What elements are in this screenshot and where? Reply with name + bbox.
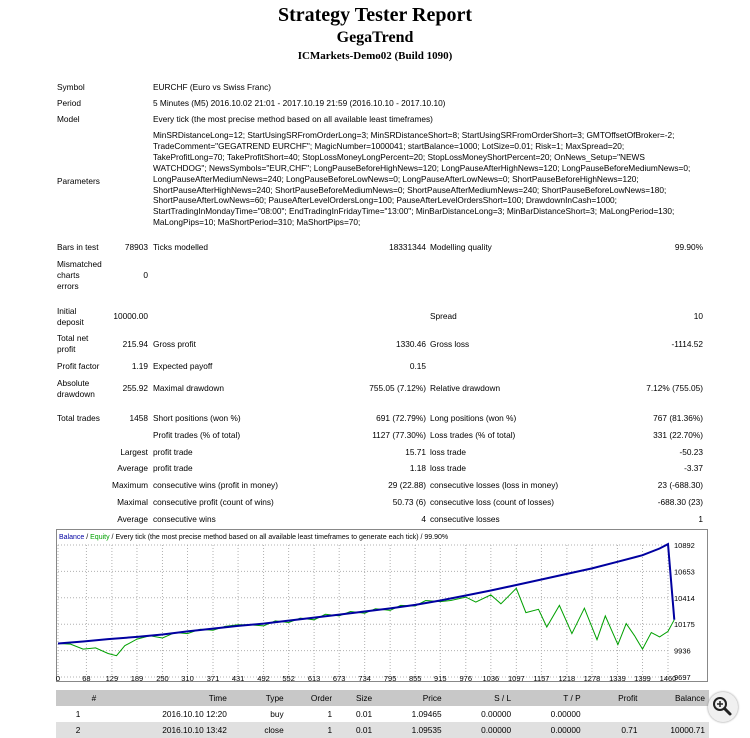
maxdd-label: Maximal drawdown <box>153 383 225 393</box>
average-loss-label: loss trade <box>430 463 466 473</box>
grossloss-label: Gross loss <box>430 339 470 349</box>
payoff-label: Expected payoff <box>153 361 213 371</box>
mismatch-value: 0 <box>143 270 148 280</box>
bars-label: Bars in test <box>57 242 99 252</box>
table-cell: 0.00000 <box>446 722 516 738</box>
legend-equity: Equity <box>90 534 110 541</box>
table-cell: 0.00000 <box>515 722 585 738</box>
x-tick-label: 1278 <box>583 674 601 682</box>
avg-consec-wins-value: 4 <box>421 514 426 524</box>
avg-consec-losses-label: consecutive losses <box>430 514 500 524</box>
x-tick-label: 1036 <box>482 674 500 682</box>
report-title: Strategy Tester Report <box>277 4 473 26</box>
average2-label: Average <box>117 514 148 524</box>
x-tick-label: 976 <box>459 674 473 682</box>
parameters-value: MinSRDistanceLong=12; StartUsingSRFromOrderLong=3; MinSRDistanceShort=8; StartUsingSRFromOrderShort=3; GMTOffsetOfBroker=-2; TradeComment="GEGATREND EURCHF"; MagicNumber=1000041; startBalance=1000; LotSize=0.01; Risk=1; MaxSpread=20; TakeProfitLong=70; TakeProfitShort=40; StopLossMoneyLongPercent=20; StopLossMoneyShortPercent=20; OnNews_Setup="NEWS WATCHDOG"; NewsSymbols="EUR,CHF"; LongPauseBeforeHighNews=120; LongPauseAfterHighNews=120; LongPauseBeforeMediumNews=0; LongPauseAfterMediumNews=240; LongPauseBeforeLowNews=0; LongPauseAfterLowNews=0; ShortPauseBeforeHighNews=120; ShortPauseAfterHighNews=240; ShortPauseBeforeMediumNews=0; ShortPauseAfterMediumNews=240; ShortPauseBeforeLowNews=180; ShortPauseAfterLowNews=60; PauseAfterLevelOrdersLong=100; PauseAfterLevelOrdersShort=100; DrawdownInCash=1000; StartTradingInMondayTime="08:00"; EndTradingInFridayTime="13:00"; MinBarDistanceLong=3; MinBarDistanceShort=3; MaLongPeriod=130; MaLongPips=10; MaShortPeriod=310; MaShortPips=70; <box>153 130 691 228</box>
average-label: Average <box>117 463 148 473</box>
y-tick-label: 10892 <box>674 541 695 550</box>
largest-loss-value: -50.23 <box>679 447 703 457</box>
x-tick-label: 431 <box>231 674 245 682</box>
parameters-label: Parameters <box>57 176 100 186</box>
maximal-loss-value: -688.30 (23) <box>657 497 703 507</box>
table-cell: 0.01 <box>336 722 376 738</box>
model-value: Every tick (the most precise method based on all available least timeframes) <box>153 114 433 124</box>
period-value: 5 Minutes (M5) 2016.10.02 21:01 - 2017.10.19 21:59 (2016.10.10 - 2017.10.10) <box>153 98 446 108</box>
grossloss-value: -1114.52 <box>671 339 703 349</box>
bars-value: 78903 <box>124 242 148 252</box>
short-value: 691 (72.79%) <box>376 413 426 423</box>
losstrades-value: 331 (22.70%) <box>653 430 703 440</box>
trades-label: Total trades <box>57 413 100 423</box>
table-cell <box>642 706 710 722</box>
average-loss-value: -3.37 <box>684 463 703 473</box>
chart-legend <box>59 534 448 541</box>
y-tick-label: 9936 <box>674 646 691 656</box>
absdd-label-2: drawdown <box>57 389 95 399</box>
x-tick-label: 795 <box>383 674 397 682</box>
max-consec-losses-value: 23 (-688.30) <box>657 480 703 490</box>
table-cell: 10000.71 <box>642 722 710 738</box>
quality-label: Modelling quality <box>430 242 492 252</box>
x-tick-label: 855 <box>408 674 422 682</box>
x-tick-label: 189 <box>130 674 144 682</box>
netprofit-label-2: profit <box>57 344 76 354</box>
table-cell: 1 <box>288 706 336 722</box>
largest-label: Largest <box>120 447 148 457</box>
x-tick-label: 1097 <box>507 674 525 682</box>
y-tick-label: 10653 <box>674 567 695 577</box>
x-tick-label: 1399 <box>634 674 651 682</box>
deposit-label-2: deposit <box>57 317 84 327</box>
table-header-cell: Type <box>231 690 288 706</box>
table-cell: close <box>231 722 288 738</box>
table-header-cell: Balance <box>642 690 710 706</box>
zoom-button[interactable] <box>708 692 738 722</box>
x-tick-label: 129 <box>105 674 119 682</box>
mismatch-label-1: Mismatched <box>57 259 102 269</box>
expert-name: GegaTrend <box>336 29 414 46</box>
deposit-label-1: Initial <box>57 306 77 316</box>
average-profit-label: profit trade <box>153 463 193 473</box>
spread-value: 10 <box>693 311 703 321</box>
period-label: Period <box>57 98 81 108</box>
reldd-label: Relative drawdown <box>430 383 501 393</box>
x-tick-label: 1339 <box>609 674 626 682</box>
x-tick-label: 68 <box>82 674 91 682</box>
table-cell: 0.71 <box>585 722 642 738</box>
deposit-value: 10000.00 <box>113 311 148 321</box>
long-value: 767 (81.36%) <box>653 413 703 423</box>
symbol-value: EURCHF (Euro vs Swiss Franc) <box>153 82 272 92</box>
table-header-cell: T / P <box>515 690 585 706</box>
zoom-in-icon <box>708 692 738 722</box>
average-profit-value: 1.18 <box>409 463 426 473</box>
netprofit-value: 215.94 <box>122 339 148 349</box>
table-cell <box>585 706 642 722</box>
model-label: Model <box>57 114 80 124</box>
ticks-label: Ticks modelled <box>153 242 209 252</box>
x-tick-label: 492 <box>257 674 270 682</box>
maximum-label: Maximum <box>112 480 148 490</box>
x-tick-label: 552 <box>282 674 295 682</box>
maxdd-value: 755.05 (7.12%) <box>369 383 426 393</box>
maximal-profit-label: consecutive profit (count of wins) <box>153 497 274 507</box>
legend-sep: / <box>84 534 91 541</box>
table-header-cell: Order <box>288 690 336 706</box>
mismatch-label-2: charts <box>57 270 80 280</box>
x-tick-label: 1157 <box>533 674 550 682</box>
largest-profit-value: 15.71 <box>405 447 426 457</box>
table-cell: 2 <box>56 722 100 738</box>
x-tick-label: 734 <box>358 674 371 682</box>
profitfactor-label: Profit factor <box>57 361 100 371</box>
table-row <box>56 706 709 722</box>
x-tick-label: 673 <box>332 674 346 682</box>
x-tick-label: 371 <box>206 674 220 682</box>
legend-balance: Balance <box>59 534 85 541</box>
mismatch-label-3: errors <box>57 281 79 291</box>
trades-table <box>56 690 709 738</box>
table-header-cell: Profit <box>585 690 642 706</box>
legend-rest: / Every tick (the most precise method based on all available least timeframes to generate each tick) / 99.90% <box>109 534 449 541</box>
netprofit-label-1: Total net <box>57 333 89 343</box>
spread-label: Spread <box>430 311 457 321</box>
table-row <box>56 722 709 738</box>
profittrades-value: 1127 (77.30%) <box>372 430 426 440</box>
balance-chart <box>56 529 708 682</box>
profittrades-label: Profit trades (% of total) <box>153 430 241 440</box>
table-cell: 1.09535 <box>376 722 446 738</box>
long-label: Long positions (won %) <box>430 413 517 423</box>
max-consec-losses-label: consecutive losses (loss in money) <box>430 480 559 490</box>
table-cell: 1 <box>288 722 336 738</box>
table-cell: buy <box>231 706 288 722</box>
short-label: Short positions (won %) <box>153 413 241 423</box>
maximal-profit-value: 50.73 (6) <box>392 497 426 507</box>
x-tick-label: 0 <box>56 674 61 682</box>
y-tick-label: 10175 <box>674 620 695 630</box>
x-tick-label: 915 <box>434 674 447 682</box>
quality-value: 99.90% <box>674 242 703 252</box>
max-consec-wins-label: consecutive wins (profit in money) <box>153 480 278 490</box>
table-cell: 2016.10.10 12:20 <box>100 706 231 722</box>
grossprofit-value: 1330.46 <box>396 339 426 349</box>
maximal-loss-label: consecutive loss (count of losses) <box>430 497 555 507</box>
x-tick-label: 310 <box>181 674 194 682</box>
table-header-cell: Price <box>376 690 446 706</box>
server-build: ICMarkets-Demo02 (Build 1090) <box>297 50 453 62</box>
max-consec-wins-value: 29 (22.88) <box>388 480 426 490</box>
reldd-value: 7.12% (755.05) <box>646 383 703 393</box>
table-cell: 0.01 <box>336 706 376 722</box>
table-header-cell: S / L <box>446 690 516 706</box>
table-cell: 0.00000 <box>446 706 516 722</box>
chart-frame <box>57 530 708 682</box>
maximal-label: Maximal <box>117 497 148 507</box>
table-cell: 1 <box>56 706 100 722</box>
x-tick-label: 250 <box>156 674 169 682</box>
table-header-row <box>56 690 709 706</box>
largest-profit-label: profit trade <box>153 447 193 457</box>
x-tick-label: 1218 <box>558 674 576 682</box>
y-tick-label: 9697 <box>674 673 691 682</box>
table-header-cell: Time <box>100 690 231 706</box>
table-header-cell: Size <box>336 690 376 706</box>
y-tick-label: 10414 <box>674 593 695 603</box>
payoff-value: 0.15 <box>409 361 426 371</box>
grossprofit-label: Gross profit <box>153 339 196 349</box>
x-tick-label: 1460 <box>659 674 677 682</box>
symbol-label: Symbol <box>57 82 85 92</box>
absdd-value: 255.92 <box>122 383 148 393</box>
table-cell: 2016.10.10 13:42 <box>100 722 231 738</box>
avg-consec-losses-value: 1 <box>698 514 703 524</box>
table-header-cell: # <box>56 690 100 706</box>
table-cell: 1.09465 <box>376 706 446 722</box>
x-tick-label: 613 <box>307 674 321 682</box>
profitfactor-value: 1.19 <box>131 361 148 371</box>
table-cell: 0.00000 <box>515 706 585 722</box>
avg-consec-wins-label: consecutive wins <box>153 514 216 524</box>
losstrades-label: Loss trades (% of total) <box>430 430 516 440</box>
ticks-value: 18331344 <box>389 242 426 252</box>
trades-value: 1458 <box>129 413 148 423</box>
largest-loss-label: loss trade <box>430 447 466 457</box>
absdd-label-1: Absolute <box>57 378 90 388</box>
